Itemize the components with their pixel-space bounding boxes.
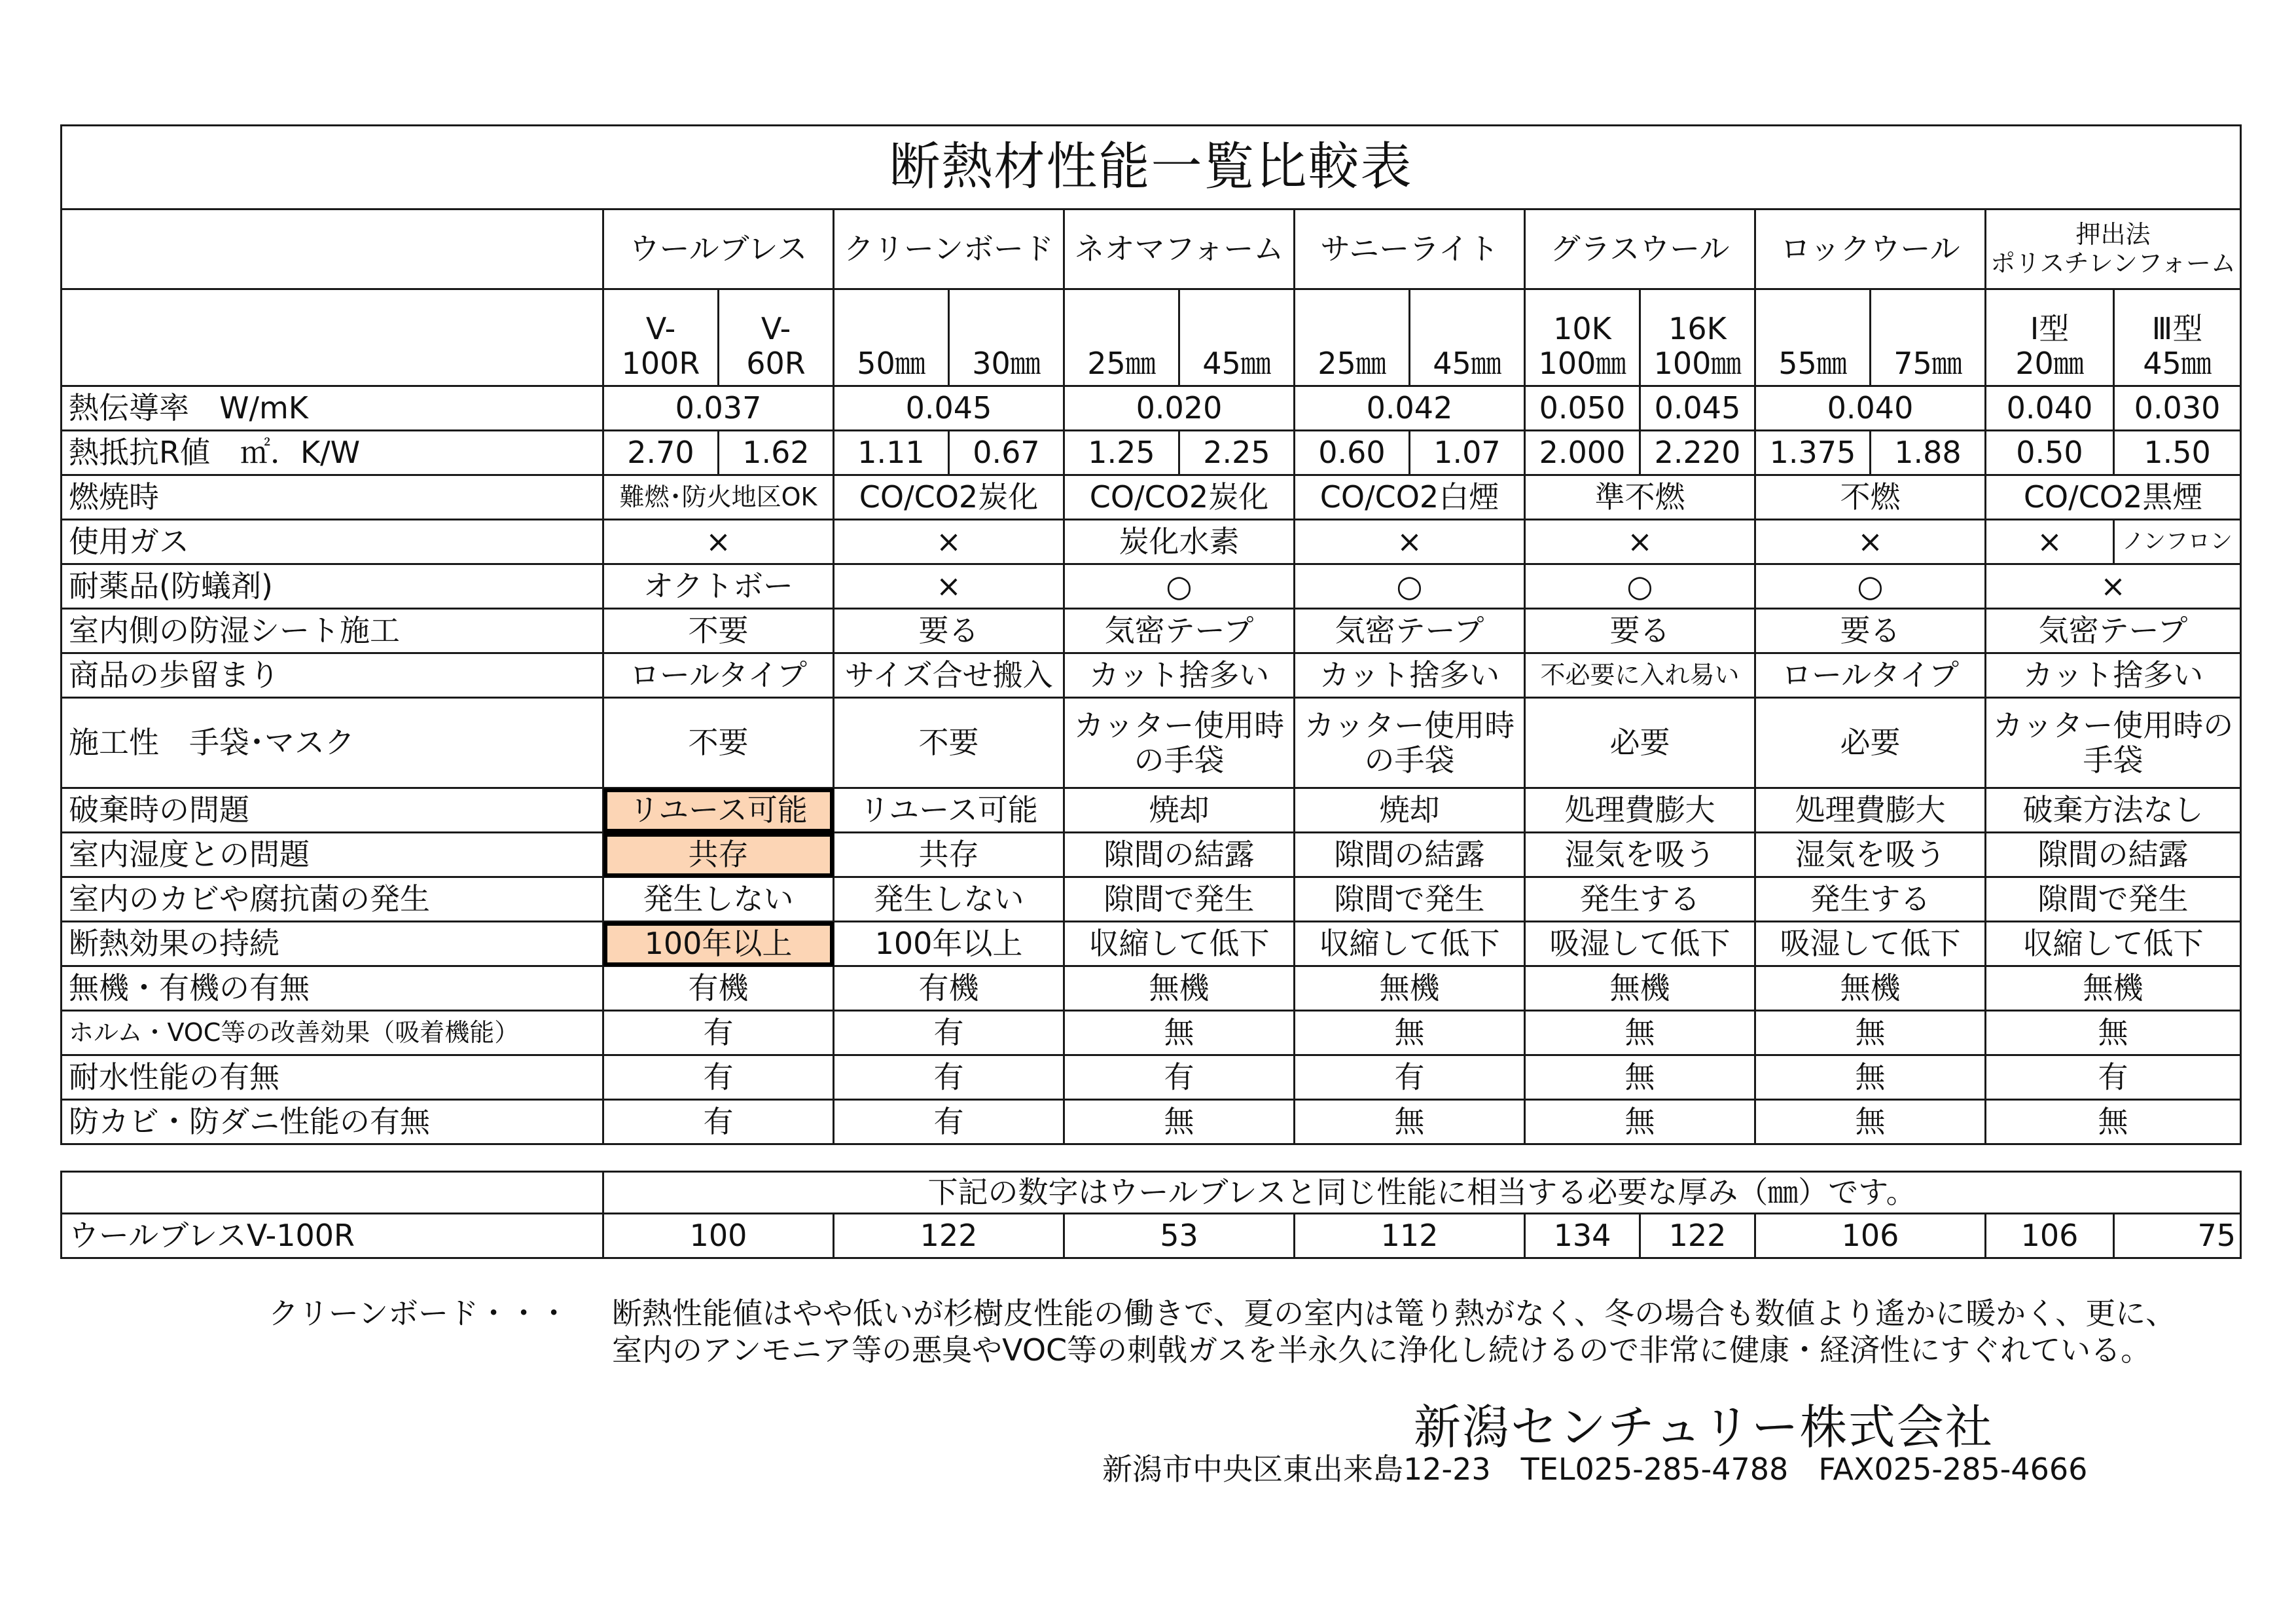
product-header: サニーライト bbox=[1295, 210, 1525, 289]
cell-yield: サイズ合せ搬入 bbox=[834, 653, 1064, 698]
cell-resistance: 1.375 bbox=[1755, 431, 1871, 475]
equivalent-caption-spacer bbox=[62, 1172, 603, 1214]
cell-gas: × bbox=[1525, 520, 1755, 564]
cell-resistance: 2.220 bbox=[1640, 431, 1755, 475]
variant-line-2: 100R bbox=[621, 346, 700, 382]
cell-resistance: 0.60 bbox=[1295, 431, 1410, 475]
cell-antimold: 有 bbox=[834, 1100, 1064, 1144]
cell-durability: 100年以上 bbox=[834, 922, 1064, 966]
cell-humidity: 隙間の結露 bbox=[1986, 833, 2241, 877]
product-header-line: 押出法 bbox=[2075, 219, 2151, 249]
variant-line-1: V- bbox=[645, 311, 676, 347]
cell-workability bbox=[1295, 698, 1525, 788]
cell-water: 有 bbox=[1064, 1055, 1295, 1100]
variant-line-1: 10K bbox=[1553, 311, 1611, 347]
cell-conductivity: 0.030 bbox=[2114, 386, 2241, 431]
variant-header bbox=[1295, 289, 1410, 386]
comparison-table bbox=[60, 124, 2242, 1145]
cell-gas: × bbox=[834, 520, 1064, 564]
cell-resistance: 0.67 bbox=[949, 431, 1064, 475]
cell-line: カッター使用時 bbox=[1073, 707, 1285, 743]
variant-header bbox=[949, 289, 1064, 386]
row-label-conductivity: 熱伝導率 W/mK bbox=[62, 386, 603, 431]
variant-line-2: 45㎜ bbox=[1433, 346, 1501, 382]
variant-line-2: 100㎜ bbox=[1538, 346, 1626, 382]
cell-conductivity: 0.020 bbox=[1064, 386, 1295, 431]
variant-line-2: 75㎜ bbox=[1893, 346, 1962, 382]
cell-organic: 無機 bbox=[1986, 966, 2241, 1011]
cell-conductivity: 0.040 bbox=[1755, 386, 1986, 431]
row-label-yield: 商品の歩留まり bbox=[62, 653, 603, 698]
cell-combustion: 準不燃 bbox=[1525, 475, 1755, 520]
note-label: クリーンボード・・・ bbox=[268, 1296, 569, 1331]
cell-voc: 無 bbox=[1986, 1011, 2241, 1055]
cell-resistance: 1.50 bbox=[2114, 431, 2241, 475]
variant-line-2: 45㎜ bbox=[1202, 346, 1271, 382]
variant-header bbox=[1871, 289, 1986, 386]
variant-line-2: 60R bbox=[746, 346, 806, 382]
cell-line: カッター使用時の bbox=[1992, 707, 2234, 743]
cell-moisture_sheet: 不要 bbox=[603, 609, 834, 653]
cell-yield: カット捨多い bbox=[1295, 653, 1525, 698]
cell-durability: 吸湿して低下 bbox=[1525, 922, 1755, 966]
product-header: ロックウール bbox=[1755, 210, 1986, 289]
cell-resistance: 2.000 bbox=[1525, 431, 1640, 475]
cell-workability: 必要 bbox=[1525, 698, 1755, 788]
cell-resistance: 2.25 bbox=[1179, 431, 1295, 475]
cell-antimold: 無 bbox=[1064, 1100, 1295, 1144]
row-label-disposal: 破棄時の問題 bbox=[62, 788, 603, 833]
cell-humidity: 湿気を吸う bbox=[1755, 833, 1986, 877]
cell-resistance: 0.50 bbox=[1986, 431, 2114, 475]
variant-line-1: Ⅲ型 bbox=[2151, 311, 2203, 347]
cell-durability: 収縮して低下 bbox=[1295, 922, 1525, 966]
variant-header bbox=[1410, 289, 1525, 386]
variant-line-1 bbox=[1180, 312, 1293, 346]
cell-yield: ロールタイプ bbox=[603, 653, 834, 698]
cell-resistance: 1.11 bbox=[834, 431, 949, 475]
cell-durability: 100年以上 bbox=[603, 922, 834, 966]
cell-line: カッター使用時 bbox=[1304, 707, 1515, 743]
cell-organic: 有機 bbox=[834, 966, 1064, 1011]
equivalent-value: 100 bbox=[603, 1214, 834, 1258]
variant-line-2: 55㎜ bbox=[1778, 346, 1847, 382]
variant-line-2: 25㎜ bbox=[1318, 346, 1386, 382]
cell-disposal: リユース可能 bbox=[603, 788, 834, 833]
variant-header bbox=[1525, 289, 1640, 386]
cell-water: 有 bbox=[1295, 1055, 1525, 1100]
equivalent-label: ウールブレスV-100R bbox=[62, 1214, 603, 1258]
variant-line-2: 25㎜ bbox=[1087, 346, 1156, 382]
equivalent-value: 106 bbox=[1986, 1214, 2114, 1258]
cell-humidity: 隙間の結露 bbox=[1295, 833, 1525, 877]
equivalent-value: 134 bbox=[1525, 1214, 1640, 1258]
cell-organic: 無機 bbox=[1064, 966, 1295, 1011]
cell-organic: 無機 bbox=[1295, 966, 1525, 1011]
cell-yield: ロールタイプ bbox=[1755, 653, 1986, 698]
variant-line-1 bbox=[1065, 312, 1178, 346]
cell-chemical: × bbox=[834, 564, 1064, 609]
cell-chemical: ○ bbox=[1755, 564, 1986, 609]
cell-organic: 無機 bbox=[1755, 966, 1986, 1011]
header-corner bbox=[62, 210, 603, 289]
cell-resistance: 1.88 bbox=[1871, 431, 1986, 475]
equivalent-value: 53 bbox=[1064, 1214, 1295, 1258]
cell-mold: 発生しない bbox=[834, 877, 1064, 922]
equivalent-value: 75 bbox=[2114, 1214, 2241, 1258]
cell-resistance: 1.07 bbox=[1410, 431, 1525, 475]
cell-disposal: 焼却 bbox=[1295, 788, 1525, 833]
cell-durability: 吸湿して低下 bbox=[1755, 922, 1986, 966]
cell-resistance: 2.70 bbox=[603, 431, 719, 475]
variant-line-1: Ⅰ型 bbox=[2030, 311, 2070, 347]
variant-header bbox=[1064, 289, 1179, 386]
cell-moisture_sheet: 要る bbox=[834, 609, 1064, 653]
cell-combustion: CO/CO2炭化 bbox=[1064, 475, 1295, 520]
cell-chemical: ○ bbox=[1525, 564, 1755, 609]
variant-line-1 bbox=[834, 312, 948, 346]
cell-chemical: × bbox=[1986, 564, 2241, 609]
cell-line: の手袋 bbox=[1364, 742, 1455, 778]
note-line-2: 室内のアンモニア等の悪臭やVOC等の刺戟ガスを半永久に浄化し続けるので非常に健康・経済性にすぐれている。 bbox=[612, 1332, 2151, 1368]
note-line-1: 断熱性能値はやや低いが杉樹皮性能の働きで、夏の室内は篭り熱がなく、冬の場合も数値より遙かに暖かく、更に、 bbox=[612, 1296, 2176, 1331]
row-label-water: 耐水性能の有無 bbox=[62, 1055, 603, 1100]
equivalent-value: 106 bbox=[1755, 1214, 1986, 1258]
row-label-resistance: 熱抵抗R値 ㎡．K/W bbox=[62, 431, 603, 475]
variant-line-1 bbox=[1871, 312, 1984, 346]
cell-workability bbox=[1064, 698, 1295, 788]
product-header: クリーンボード bbox=[834, 210, 1064, 289]
cell-combustion: 不燃 bbox=[1755, 475, 1986, 520]
cell-mold: 隙間で発生 bbox=[1064, 877, 1295, 922]
cell-conductivity: 0.050 bbox=[1525, 386, 1640, 431]
row-label-combustion: 燃焼時 bbox=[62, 475, 603, 520]
cell-line: 手袋 bbox=[2083, 742, 2144, 778]
row-label-voc: ホルム・VOC等の改善効果（吸着機能） bbox=[62, 1011, 603, 1055]
cell-chemical: オクトボー bbox=[603, 564, 834, 609]
cell-line: の手袋 bbox=[1134, 742, 1225, 778]
cell-humidity: 隙間の結露 bbox=[1064, 833, 1295, 877]
equivalent-value: 122 bbox=[834, 1214, 1064, 1258]
cell-voc: 無 bbox=[1755, 1011, 1986, 1055]
equivalent-value: 112 bbox=[1295, 1214, 1525, 1258]
cell-combustion: 難燃･防火地区OK bbox=[603, 475, 834, 520]
cell-organic: 無機 bbox=[1525, 966, 1755, 1011]
cell-gas: × bbox=[603, 520, 834, 564]
product-header bbox=[1986, 210, 2241, 289]
company-name: 新潟センチュリー株式会社 bbox=[1414, 1400, 1994, 1455]
cell-mold: 隙間で発生 bbox=[1986, 877, 2241, 922]
cell-moisture_sheet: 気密テープ bbox=[1986, 609, 2241, 653]
variant-header bbox=[1179, 289, 1295, 386]
cell-antimold: 有 bbox=[603, 1100, 834, 1144]
variant-line-1 bbox=[1295, 312, 1408, 346]
cell-water: 有 bbox=[603, 1055, 834, 1100]
variant-header bbox=[719, 289, 834, 386]
cell-gas: × bbox=[1295, 520, 1525, 564]
cell-yield: 不必要に入れ易い bbox=[1525, 653, 1755, 698]
variant-line-1 bbox=[1410, 312, 1524, 346]
variant-header bbox=[603, 289, 719, 386]
cell-moisture_sheet: 要る bbox=[1755, 609, 1986, 653]
cell-disposal: 処理費膨大 bbox=[1755, 788, 1986, 833]
cell-voc: 無 bbox=[1525, 1011, 1755, 1055]
cell-antimold: 無 bbox=[1755, 1100, 1986, 1144]
cell-conductivity: 0.040 bbox=[1986, 386, 2114, 431]
cell-workability: 必要 bbox=[1755, 698, 1986, 788]
cell-mold: 発生する bbox=[1755, 877, 1986, 922]
cell-disposal: リユース可能 bbox=[834, 788, 1064, 833]
equivalent-value: 122 bbox=[1640, 1214, 1755, 1258]
row-label-mold: 室内のカビや腐抗菌の発生 bbox=[62, 877, 603, 922]
row-label-humidity: 室内湿度との問題 bbox=[62, 833, 603, 877]
row-label-gas: 使用ガス bbox=[62, 520, 603, 564]
cell-conductivity: 0.037 bbox=[603, 386, 834, 431]
cell-moisture_sheet: 要る bbox=[1525, 609, 1755, 653]
cell-durability: 収縮して低下 bbox=[1986, 922, 2241, 966]
cell-resistance: 1.25 bbox=[1064, 431, 1179, 475]
row-label-workability: 施工性 手袋･マスク bbox=[62, 698, 603, 788]
page-title-text: 断熱材性能一覧比較表 bbox=[889, 137, 1413, 196]
variant-line-1 bbox=[950, 312, 1063, 346]
cell-durability: 収縮して低下 bbox=[1064, 922, 1295, 966]
cell-chemical: ○ bbox=[1295, 564, 1525, 609]
cell-disposal: 処理費膨大 bbox=[1525, 788, 1755, 833]
cell-combustion: CO/CO2黒煙 bbox=[1986, 475, 2241, 520]
variant-line-2: 30㎜ bbox=[972, 346, 1041, 382]
cell-antimold: 無 bbox=[1525, 1100, 1755, 1144]
cell-mold: 発生しない bbox=[603, 877, 834, 922]
variant-line-2: 20㎜ bbox=[2015, 346, 2084, 382]
cell-yield: カット捨多い bbox=[1064, 653, 1295, 698]
variant-line-2: 100㎜ bbox=[1653, 346, 1742, 382]
variant-header bbox=[834, 289, 949, 386]
cell-water: 無 bbox=[1755, 1055, 1986, 1100]
cell-moisture_sheet: 気密テープ bbox=[1064, 609, 1295, 653]
variant-line-1: 16K bbox=[1668, 311, 1727, 347]
cell-voc: 有 bbox=[834, 1011, 1064, 1055]
cell-workability: 不要 bbox=[603, 698, 834, 788]
product-header-line: ポリスチレンフォーム bbox=[1990, 248, 2236, 278]
cell-combustion: CO/CO2炭化 bbox=[834, 475, 1064, 520]
cell-yield: カット捨多い bbox=[1986, 653, 2241, 698]
cell-water: 有 bbox=[1986, 1055, 2241, 1100]
cell-conductivity: 0.042 bbox=[1295, 386, 1525, 431]
product-header: ウールブレス bbox=[603, 210, 834, 289]
variant-line-2: 45㎜ bbox=[2143, 346, 2212, 382]
variant-corner bbox=[62, 289, 603, 386]
row-label-organic: 無機・有機の有無 bbox=[62, 966, 603, 1011]
cell-chemical: ○ bbox=[1064, 564, 1295, 609]
row-label-durability: 断熱効果の持続 bbox=[62, 922, 603, 966]
cell-water: 有 bbox=[834, 1055, 1064, 1100]
variant-line-1: V- bbox=[761, 311, 791, 347]
variant-header bbox=[1755, 289, 1871, 386]
row-label-antimold: 防カビ・防ダニ性能の有無 bbox=[62, 1100, 603, 1144]
variant-line-1 bbox=[1756, 312, 1869, 346]
product-header: ネオマフォーム bbox=[1064, 210, 1295, 289]
variant-header bbox=[2114, 289, 2241, 386]
product-header: グラスウール bbox=[1525, 210, 1755, 289]
equivalent-caption: 下記の数字はウールブレスと同じ性能に相当する必要な厚み（㎜）です。 bbox=[603, 1172, 2241, 1214]
row-label-chemical: 耐薬品(防蟻剤) bbox=[62, 564, 603, 609]
cell-gas: × bbox=[1986, 520, 2114, 564]
cell-organic: 有機 bbox=[603, 966, 834, 1011]
variant-header bbox=[1640, 289, 1755, 386]
page-title bbox=[62, 126, 2241, 210]
variant-line-2: 50㎜ bbox=[857, 346, 925, 382]
cell-antimold: 無 bbox=[1986, 1100, 2241, 1144]
cell-workability: 不要 bbox=[834, 698, 1064, 788]
cell-resistance: 1.62 bbox=[719, 431, 834, 475]
cell-disposal: 焼却 bbox=[1064, 788, 1295, 833]
cell-water: 無 bbox=[1525, 1055, 1755, 1100]
cell-humidity: 共存 bbox=[603, 833, 834, 877]
cell-gas: 炭化水素 bbox=[1064, 520, 1295, 564]
cell-mold: 発生する bbox=[1525, 877, 1755, 922]
cell-antimold: 無 bbox=[1295, 1100, 1525, 1144]
cell-gas: × bbox=[1755, 520, 1986, 564]
cell-combustion: CO/CO2白煙 bbox=[1295, 475, 1525, 520]
cell-conductivity: 0.045 bbox=[834, 386, 1064, 431]
cell-humidity: 湿気を吸う bbox=[1525, 833, 1755, 877]
cell-mold: 隙間で発生 bbox=[1295, 877, 1525, 922]
cell-moisture_sheet: 気密テープ bbox=[1295, 609, 1525, 653]
cell-voc: 無 bbox=[1295, 1011, 1525, 1055]
row-label-moisture_sheet: 室内側の防湿シート施工 bbox=[62, 609, 603, 653]
cell-workability bbox=[1986, 698, 2241, 788]
cell-gas: ノンフロン bbox=[2114, 520, 2241, 564]
company-address: 新潟市中央区東出来島12-23 TEL025-285-4788 FAX025-285-4666 bbox=[1102, 1451, 2088, 1487]
cell-conductivity: 0.045 bbox=[1640, 386, 1755, 431]
cell-voc: 有 bbox=[603, 1011, 834, 1055]
variant-header bbox=[1986, 289, 2114, 386]
equivalent-thickness-table bbox=[60, 1171, 2242, 1259]
cell-disposal: 破棄方法なし bbox=[1986, 788, 2241, 833]
cell-humidity: 共存 bbox=[834, 833, 1064, 877]
cell-voc: 無 bbox=[1064, 1011, 1295, 1055]
